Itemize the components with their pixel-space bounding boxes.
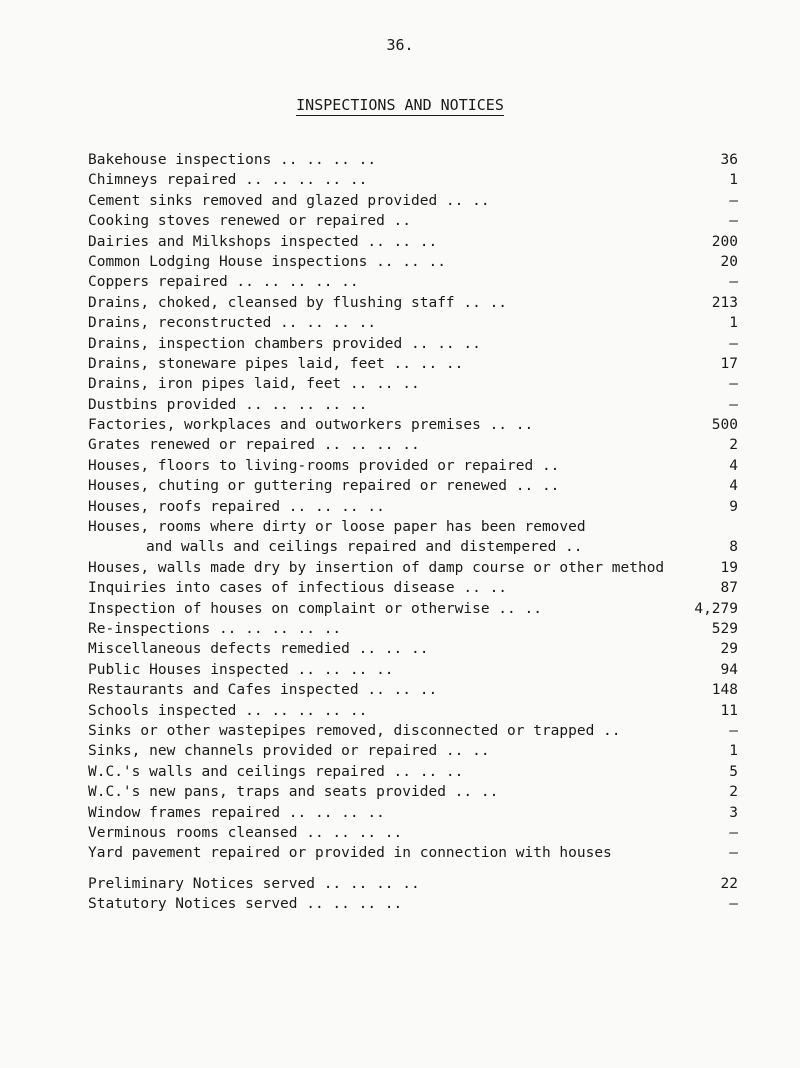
row-label: Drains, iron pipes laid, feet .. .. .. [88,376,420,393]
table-row [88,497,738,517]
row-value: – [729,845,738,862]
row-value: 8 [729,539,738,556]
row-value: 4 [729,457,738,474]
table-row [88,150,738,170]
row-label: Yard pavement repaired or provided in connection with houses [88,845,612,862]
row-value: 1 [729,172,738,189]
table-row [88,334,738,354]
table-row [88,252,738,272]
row-label: Miscellaneous defects remedied .. .. .. [88,641,429,658]
row-value: 3 [729,804,738,821]
inspections-list [88,150,738,864]
table-row [88,415,738,435]
table-row [88,701,738,721]
row-value: – [729,274,738,291]
table-row [88,721,738,741]
table-row [88,599,738,619]
row-value: 4 [729,478,738,495]
row-label: Grates renewed or repaired .. .. .. .. [88,437,420,454]
row-label: and walls and ceilings repaired and distempered .. [146,539,583,556]
row-label: Houses, floors to living-rooms provided or repaired .. [88,457,560,474]
row-label: Verminous rooms cleansed .. .. .. .. [88,824,403,841]
row-label: Drains, inspection chambers provided .. .. .. [88,335,481,352]
table-row [88,741,738,761]
page-number: 36. [386,36,414,54]
row-label: Public Houses inspected .. .. .. .. [88,661,394,678]
table-row [88,537,738,557]
heading-text: INSPECTIONS AND NOTICES [296,96,504,114]
row-label: Inquiries into cases of infectious disease .. .. [88,580,508,597]
row-label: Schools inspected .. .. .. .. .. [88,702,368,719]
table-row [88,558,738,578]
row-value: 17 [720,355,738,372]
row-value: 36 [720,152,738,168]
row-value: – [729,213,738,230]
table-row [88,762,738,782]
row-label: Factories, workplaces and outworkers premises .. .. [88,417,534,434]
row-value: – [729,192,738,209]
notices-list [88,874,738,915]
row-label: Inspection of houses on complaint or otherwise .. .. [88,600,542,617]
row-value: 2 [729,784,738,801]
table-row [88,476,738,496]
row-label: Houses, roofs repaired .. .. .. .. [88,498,385,515]
row-value: 4,279 [694,600,738,617]
row-value: 200 [711,233,738,250]
row-value: 5 [729,763,738,780]
table-row [88,874,738,894]
row-value: 19 [720,559,738,576]
row-label: Bakehouse inspections .. .. .. .. [88,152,377,168]
row-label: Cooking stoves renewed or repaired .. [88,213,412,230]
row-label: Preliminary Notices served .. .. .. .. [88,876,420,892]
table-row [88,374,738,394]
table-row [88,578,738,598]
row-value: 22 [720,876,738,892]
row-value: 213 [711,294,738,311]
table-row [88,293,738,313]
table-row [88,354,738,374]
row-value: – [729,335,738,352]
row-label: Drains, choked, cleansed by flushing staff .. .. [88,294,508,311]
table-row [88,680,738,700]
row-value: 29 [720,641,738,658]
table-row [88,456,738,476]
table-row [88,894,738,914]
row-value: 529 [711,620,738,637]
row-label: Dustbins provided .. .. .. .. .. [88,396,368,413]
table-row [88,272,738,292]
row-value: 20 [720,253,738,270]
row-label: Common Lodging House inspections .. .. .. [88,253,446,270]
table-row [88,517,738,537]
table-row [88,191,738,211]
row-label: W.C.'s new pans, traps and seats provided .. .. [88,784,499,801]
table-row [88,803,738,823]
row-label: Drains, reconstructed .. .. .. .. [88,315,377,332]
row-label: Cement sinks removed and glazed provided .. .. [88,192,490,209]
row-value: – [729,722,738,739]
row-label: Statutory Notices served .. .. .. .. [88,896,403,913]
row-value: 9 [729,498,738,515]
table-row [88,211,738,231]
row-label: Drains, stoneware pipes laid, feet .. .. .. [88,355,464,372]
row-value: – [729,376,738,393]
row-label: Window frames repaired .. .. .. .. [88,804,385,821]
row-value: 1 [729,315,738,332]
table-row [88,435,738,455]
row-label: Re-inspections .. .. .. .. .. [88,620,342,637]
row-value: 148 [711,682,738,699]
row-value: – [729,396,738,413]
row-label: W.C.'s walls and ceilings repaired .. .. .. [88,763,464,780]
table-row [88,843,738,863]
table-row [88,823,738,843]
table-row [88,660,738,680]
table-row [88,170,738,190]
row-label: Coppers repaired .. .. .. .. .. [88,274,359,291]
row-label: Chimneys repaired .. .. .. .. .. [88,172,368,189]
table-row [88,232,738,252]
row-label: Restaurants and Cafes inspected .. .. .. [88,682,438,699]
row-value: 87 [720,580,738,597]
row-value: – [729,896,738,913]
row-label: Houses, walls made dry by insertion of damp course or other method [88,559,665,576]
row-label: Dairies and Milkshops inspected .. .. .. [88,233,438,250]
table-row [88,619,738,639]
page-heading [0,96,800,114]
row-value: 2 [729,437,738,454]
row-label: Houses, rooms where dirty or loose paper has been removed [88,519,586,536]
row-label: Sinks, new channels provided or repaired .. .. [88,743,490,760]
row-value: 94 [720,661,738,678]
row-label: Houses, chuting or guttering repaired or renewed .. .. [88,478,560,495]
row-label: Sinks or other wastepipes removed, disconnected or trapped .. [88,722,621,739]
table-row [88,313,738,333]
table-row [88,395,738,415]
row-value: – [729,824,738,841]
row-value: 1 [729,743,738,760]
table-row [88,782,738,802]
row-value: 500 [711,417,738,434]
row-value: 11 [720,702,738,719]
table-row [88,639,738,659]
